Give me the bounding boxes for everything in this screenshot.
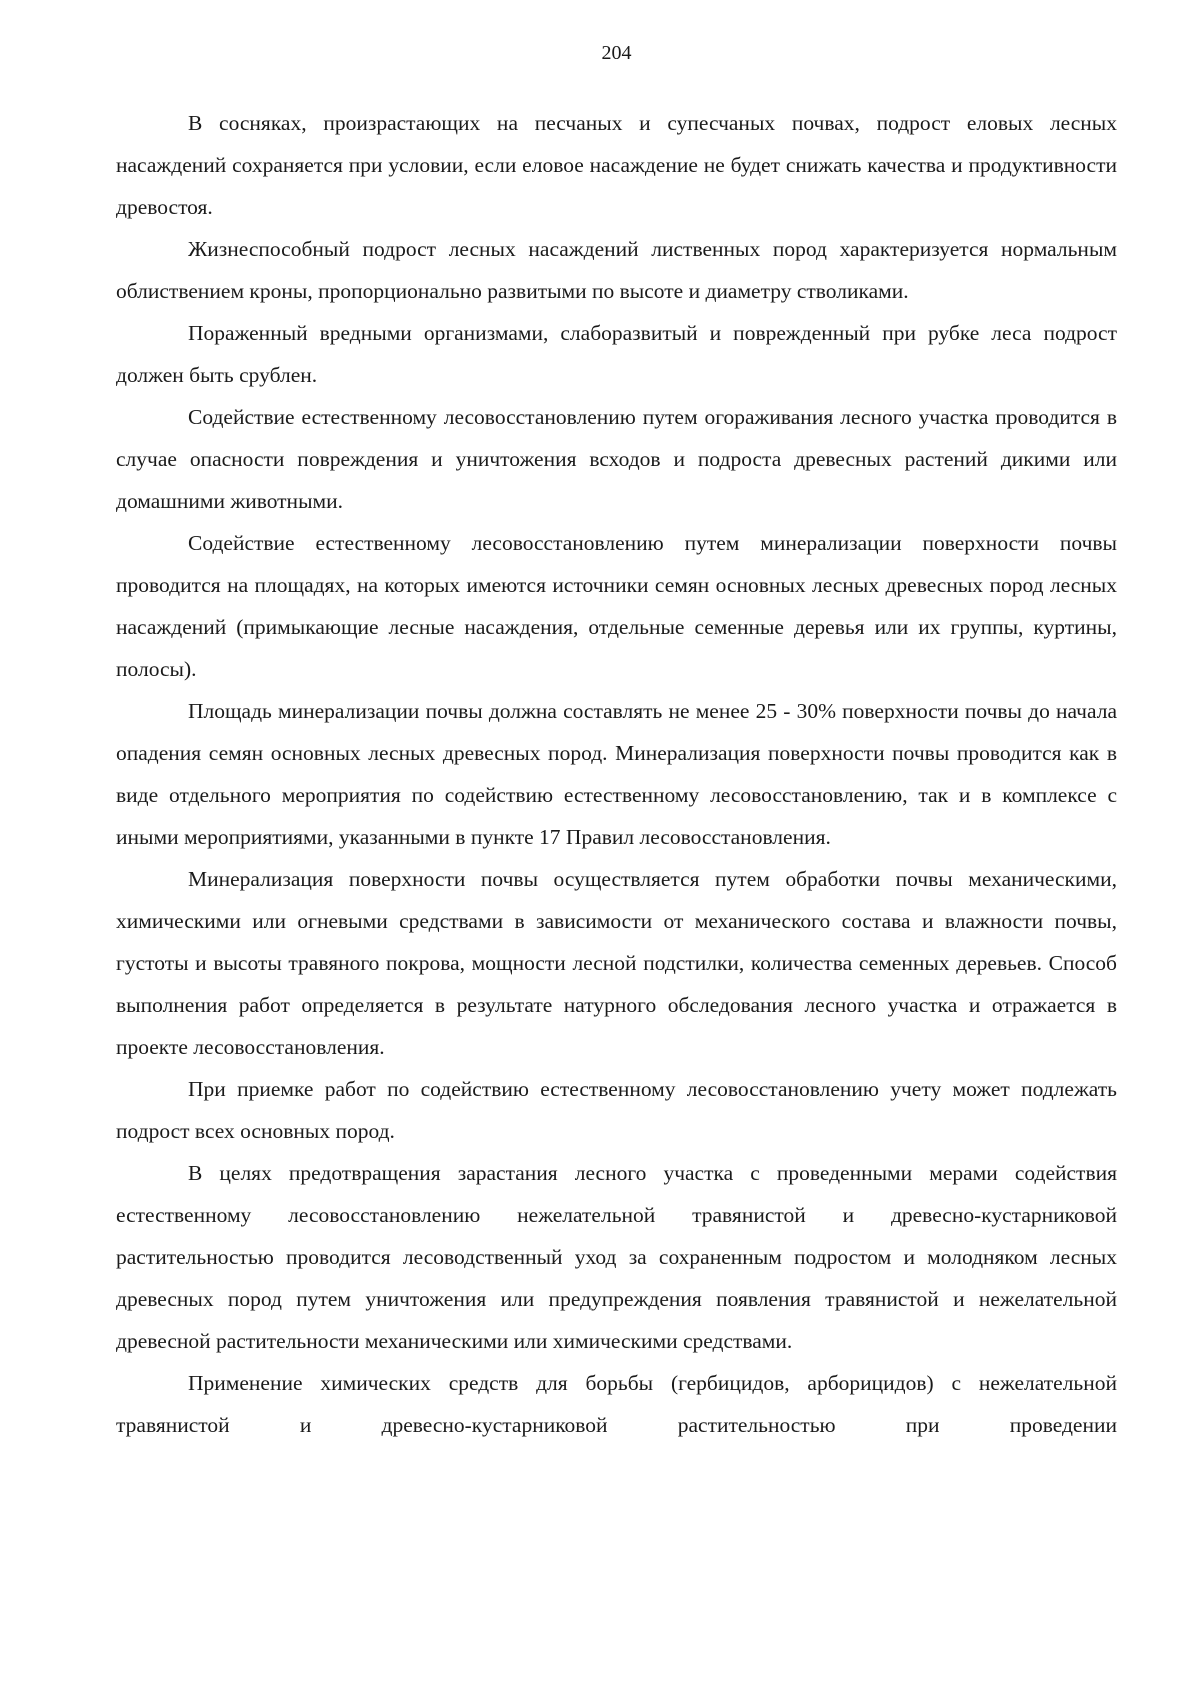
paragraph: Площадь минерализации почвы должна составлять не менее 25 - 30% поверхности почвы до начала опадения семян основных лесных древесных пород. Минерализация поверхности почвы проводится как в виде отдельного мероприятия по содействию естественному лесовосстановлению, так и в комплексе с иными мероприятиями, указанными в пункте 17 Правил лесовосстановления. bbox=[116, 699, 1117, 849]
paragraph: Минерализация поверхности почвы осуществляется путем обработки почвы механическими, химическими или огневыми средствами в зависимости от механического состава и влажности почвы, густоты и высоты травяного покрова, мощности лесной подстилки, количества семенных деревьев. Способ выполнения работ определяется в результате натурного обследования лесного участка и отражается в проекте лесовосстановления. bbox=[116, 867, 1117, 1059]
paragraph: Применение химических средств для борьбы (гербицидов, арборицидов) с нежелательной травянистой и древесно-кустарниковой растительностью при проведении bbox=[116, 1371, 1117, 1437]
paragraph: Пораженный вредными организмами, слаборазвитый и поврежденный при рубке леса подрост должен быть срублен. bbox=[116, 321, 1117, 387]
document-body bbox=[116, 102, 1117, 1446]
page-number: 204 bbox=[601, 42, 632, 64]
paragraph: При приемке работ по содействию естественному лесовосстановлению учету может подлежать подрост всех основных пород. bbox=[116, 1077, 1117, 1143]
paragraph: Жизнеспособный подрост лесных насаждений лиственных пород характеризуется нормальным облиствением кроны, пропорционально развитыми по высоте и диаметру стволиками. bbox=[116, 237, 1117, 303]
paragraph: Содействие естественному лесовосстановлению путем огораживания лесного участка проводится в случае опасности повреждения и уничтожения всходов и подроста древесных растений дикими или домашними животными. bbox=[116, 405, 1117, 513]
paragraph: В целях предотвращения зарастания лесного участка с проведенными мерами содействия естественному лесовосстановлению нежелательной травянистой и древесно-кустарниковой растительностью проводится лесоводственный уход за сохраненным подростом и молодняком лесных древесных пород путем уничтожения или предупреждения появления травянистой и нежелательной древесной растительности механическими или химическими средствами. bbox=[116, 1161, 1117, 1353]
paragraph: Содействие естественному лесовосстановлению путем минерализации поверхности почвы проводится на площадях, на которых имеются источники семян основных лесных древесных пород лесных насаждений (примыкающие лесные насаждения, отдельные семенные деревья или их группы, куртины, полосы). bbox=[116, 531, 1117, 681]
paragraph: В сосняках, произрастающих на песчаных и супесчаных почвах, подрост еловых лесных насаждений сохраняется при условии, если еловое насаждение не будет снижать качества и продуктивности древостоя. bbox=[116, 111, 1117, 219]
